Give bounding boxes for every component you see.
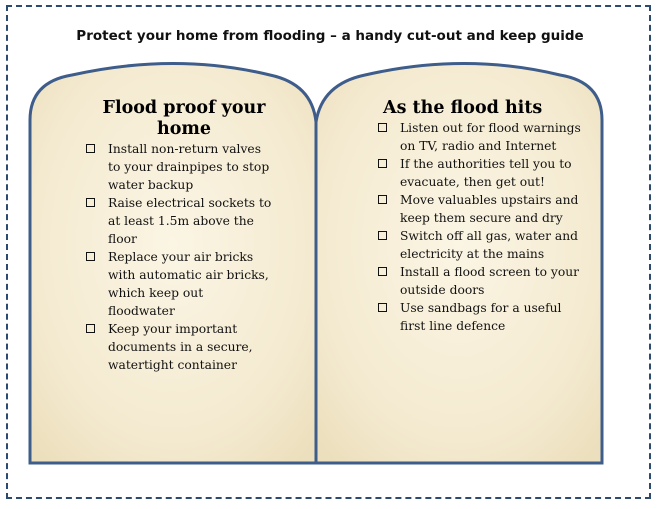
checkbox-icon[interactable] bbox=[86, 252, 95, 261]
checkbox-icon[interactable] bbox=[86, 144, 95, 153]
list-item-text: Install a flood screen to your outside doors bbox=[400, 265, 580, 297]
list-item bbox=[83, 140, 273, 194]
checkbox-icon[interactable] bbox=[86, 324, 95, 333]
left-panel bbox=[84, 98, 284, 374]
list-item-text: If the authorities tell you to evacuate, then get out! bbox=[400, 157, 572, 189]
list-item bbox=[375, 155, 585, 191]
page-title: Protect your home from flooding – a handy cut-out and keep guide bbox=[76, 28, 584, 44]
checkbox-icon[interactable] bbox=[86, 198, 95, 207]
left-checklist bbox=[83, 140, 273, 374]
list-item bbox=[83, 194, 273, 248]
list-item bbox=[375, 191, 585, 227]
list-item bbox=[375, 227, 585, 263]
list-item bbox=[375, 299, 585, 335]
list-item-text: Replace your air bricks with automatic air bricks, which keep out floodwater bbox=[108, 250, 269, 318]
right-checklist bbox=[375, 119, 585, 335]
list-item bbox=[375, 263, 585, 299]
right-panel bbox=[375, 98, 585, 335]
checkbox-icon[interactable] bbox=[378, 267, 387, 276]
list-item bbox=[375, 119, 585, 155]
list-item-text: Move valuables upstairs and keep them secure and dry bbox=[400, 193, 579, 225]
list-item bbox=[83, 248, 273, 320]
list-item-text: Switch off all gas, water and electricity at the mains bbox=[400, 229, 579, 261]
right-heading: As the flood hits bbox=[383, 98, 543, 118]
checkbox-icon[interactable] bbox=[378, 231, 387, 240]
list-item-text: Listen out for flood warnings on TV, radio and Internet bbox=[400, 121, 581, 153]
left-heading: Flood proof your home bbox=[102, 98, 266, 139]
list-item bbox=[83, 320, 273, 374]
checkbox-icon[interactable] bbox=[378, 195, 387, 204]
checkbox-icon[interactable] bbox=[378, 123, 387, 132]
list-item-text: Keep your important documents in a secure, watertight container bbox=[108, 322, 253, 372]
list-item-text: Install non-return valves to your drainpipes to stop water backup bbox=[108, 142, 270, 192]
list-item-text: Use sandbags for a useful first line defence bbox=[400, 301, 562, 333]
checkbox-icon[interactable] bbox=[378, 159, 387, 168]
checkbox-icon[interactable] bbox=[378, 303, 387, 312]
list-item-text: Raise electrical sockets to at least 1.5m above the floor bbox=[108, 196, 272, 246]
